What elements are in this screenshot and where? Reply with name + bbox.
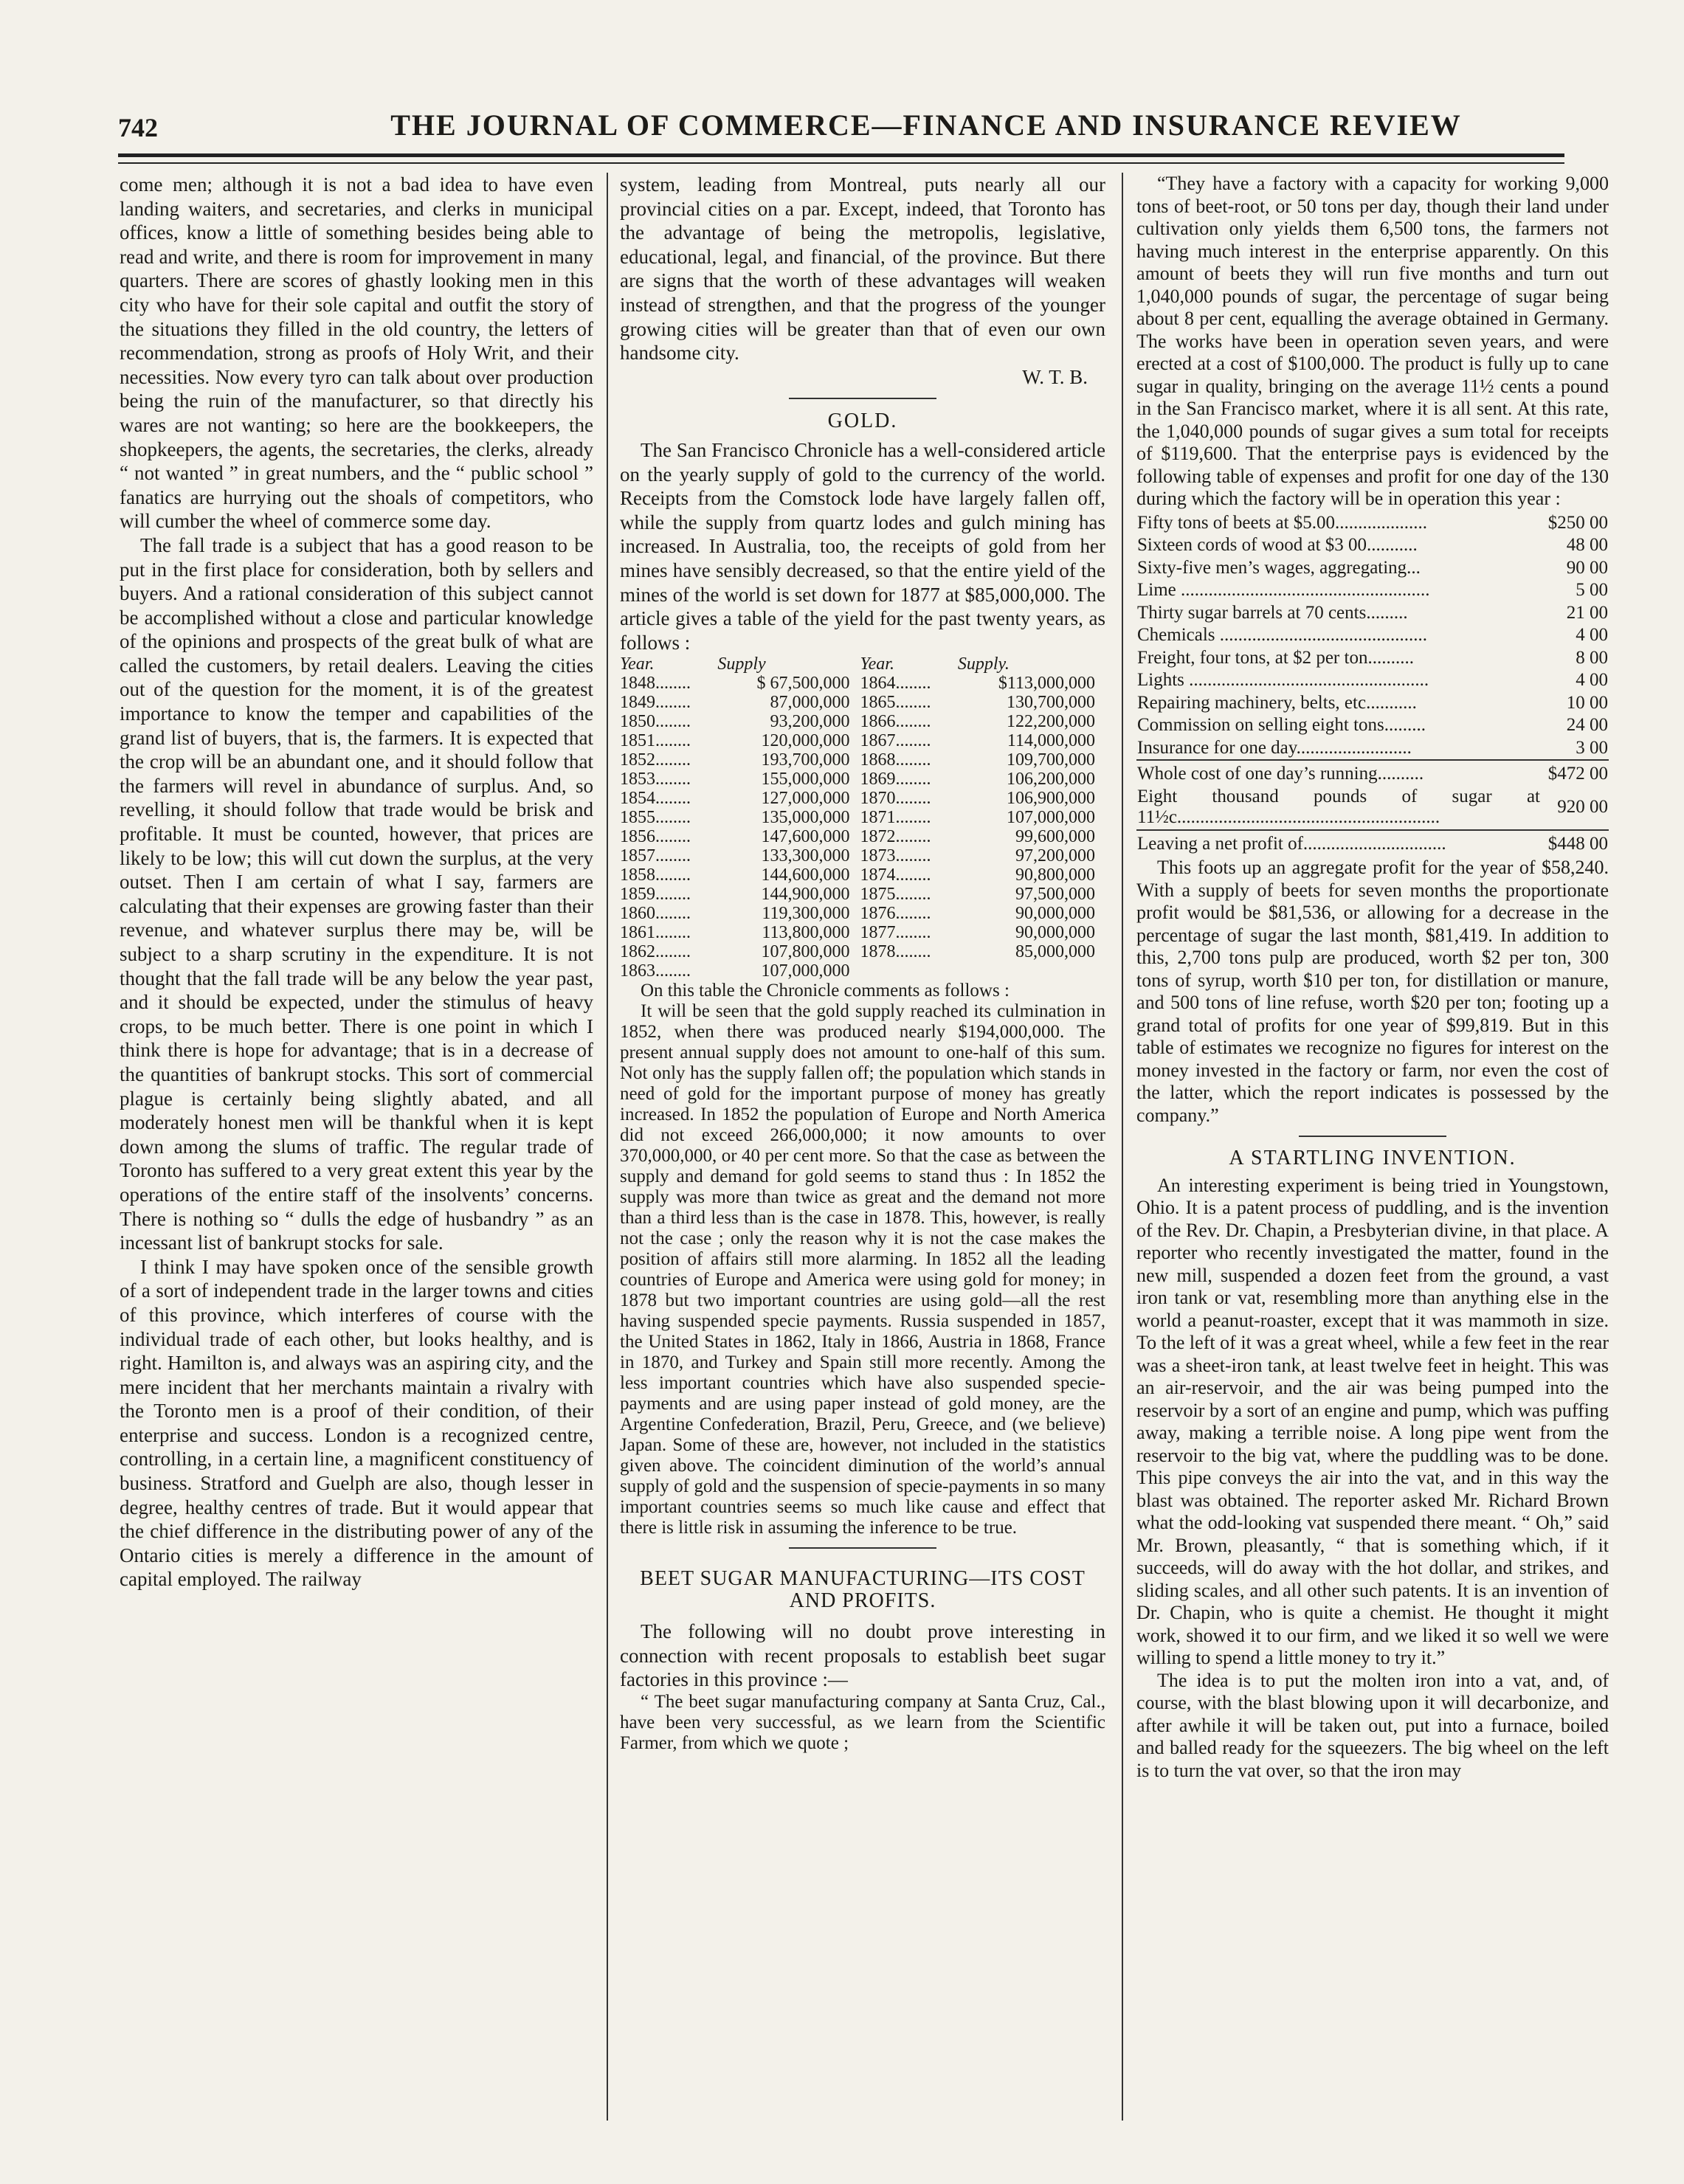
paragraph: come men; although it is not a bad idea to have even landing waiters, and secretaries, and clerks in municipal offices, know a little of something besides being able to read and write, and there is room for improvement in many quarters. There are scores of ghastly looking men in this city who have for their sole capital and outfit the story of the situations they filled in the old country, the letters of recommendation, strong as proofs of Holy Writ, and their necessities. Now every tyro can talk about over production being the ruin of the manufacturer, so that directly his wares are not wanting; so here are the bookkeepers, the shopkeepers, the agents, the secretaries, the clerks, already “ not wanted ” in great numbers, and the “ public school ” fanatics are hurrying out the shoals of competitors, who will cumber the wheel of commerce some day. bbox=[120, 173, 593, 533]
year-cell: 1871........ bbox=[860, 808, 931, 828]
paragraph: The following will no doubt prove interesting in connection with recent proposals to establish beet sugar factories in this province :— bbox=[620, 1620, 1105, 1691]
supply-cell: 106,900,000 bbox=[1007, 789, 1095, 809]
table-row bbox=[620, 923, 1105, 942]
table-header: Year. bbox=[860, 654, 894, 674]
cost-label: Chemicals ............................................. bbox=[1137, 625, 1428, 645]
supply-cell bbox=[958, 961, 1105, 981]
year-cell: 1850........ bbox=[620, 712, 691, 732]
paragraph: It will be seen that the gold supply reached its culmination in 1852, when there was produced nearly $194,000,000. The present annual supply does not amount to one-half of this sum. Not only has the supply fallen off; the population which stands in need of gold for the important purpose of money has greatly increased. In 1852 the population of Europe and North America did not exceed 266,000,000; it now amounts to over 370,000,000, or 40 per cent more. So that the case as between the supply and demand for gold seems to stand thus : In 1852 the supply was more than twice as great and the demand not more than a third less than is the case in 1878. This, however, is really not the case ; only the reason why it is not the case makes the position of affairs still more alarming. In 1852 all the leading countries of Europe and America were using gold for money; in 1878 but two important countries are using gold—all the rest having suspended specie payments. Russia suspended in 1857, the United States in 1862, Italy in 1866, Austria in 1868, France in 1870, and Turkey and Spain still more recently. Among the less important countries which have also suspended specie-payments and are using paper instead of gold money, are the Argentine Confederation, Brazil, Peru, Greece, and (we believe) Japan. Some of these are, however, not included in the statistics given above. The coincident diminution of the world’s annual supply of gold and the suspension of specie-payments in so many important countries seems so much like cause and effect that there is little risk in assuming the inference to be true. bbox=[620, 1001, 1105, 1538]
table-row bbox=[620, 808, 1105, 827]
cost-amount: 920 00 bbox=[1557, 796, 1608, 817]
supply-cell: 99,600,000 bbox=[1015, 827, 1095, 847]
paragraph: “ The beet sugar manufacturing company at Santa Cruz, Cal., have been very successful, as we learn from the Scientific Farmer, from which we quote ; bbox=[620, 1692, 1105, 1754]
column-2 bbox=[620, 173, 1105, 2121]
cost-label: Leaving a net profit of............................... bbox=[1136, 830, 1541, 856]
gold-heading: GOLD. bbox=[827, 410, 898, 433]
table-row bbox=[620, 712, 1105, 731]
table-row bbox=[620, 789, 1105, 808]
cost-label: Fifty tons of beets at $5.00.................... bbox=[1137, 512, 1428, 533]
year-cell: 1878........ bbox=[860, 942, 931, 962]
supply-cell: 85,000,000 bbox=[1015, 942, 1095, 962]
paragraph: The idea is to put the molten iron into a vat, and, of course, with the blast blowing upon it will decarbonize, and after awhile it will be taken out, put into a furnace, boiled and balled ready for the squeezers. The big wheel on the left is to turn the vat over, so that the iron may bbox=[1136, 1669, 1609, 1781]
table-row bbox=[1136, 557, 1609, 580]
header-rule-thin bbox=[118, 162, 1564, 164]
year-cell bbox=[860, 961, 957, 981]
cost-label: Lights .................................................... bbox=[1137, 670, 1429, 690]
year-cell: 1852........ bbox=[620, 750, 691, 770]
supply-cell: 93,200,000 bbox=[770, 712, 850, 732]
table-header: Supply. bbox=[957, 654, 1010, 674]
paragraph: The fall trade is a subject that has a good reason to be put in the first place for consideration, both by sellers and buyers. And a rational consideration of this subject cannot be accomplished without a close and particular knowledge of the opinions and prospects of the great bulk of what are called the customers, by retail dealers. Leaving the cities out of the question for the moment, it is of the greatest importance to know the temper and capabilities of the grand list of buyers, that is, the farmers. It is expected that the crop will be an abundant one, and it should follow that the farmers will revel in abundance of surplus. And, so revelling, it should follow that trade would be brisk and profitable. It must be counted, however, that prices are likely to be low; this will cut down the surplus, at the very outset. Then I am certain of what I say, farmers are calculating that their expenses are growing faster than their revenue, and whatever surplus there may be, will be subject to a sharp scrutiny in the expenditure. It is not thought that the fall trade will be any below the year past, and it should be expected, under the stimulus of heavy crops, to be much better. There is one point in which I think there is hope for advantage; that is in a decrease of the quantities of bankrupt stocks. This sort of commercial plague is certainly being slightly abated, and all moderately honest men will be thankful when it is kept down among the slums of traffic. The regular trade of Toronto has suffered to a very great extent this year by the operations of the entire staff of the insolvents’ concerns. There is nothing so “ dulls the edge of husbandry ” as an incessant list of bankrupt stocks for sale. bbox=[120, 533, 593, 1254]
cost-amount: 4 00 bbox=[1576, 625, 1608, 645]
supply-cell: 144,900,000 bbox=[761, 885, 850, 905]
table-row bbox=[620, 750, 1105, 770]
table-row bbox=[620, 731, 1105, 750]
supply-cell: 90,800,000 bbox=[1015, 865, 1095, 885]
table-row bbox=[1136, 714, 1609, 737]
year-cell: 1854........ bbox=[620, 789, 691, 809]
paragraph: The San Francisco Chronicle has a well-considered article on the yearly supply of gold to the currency of the world. Receipts from the Comstock lode have largely fallen off, while the supply from quartz lodes and gulch mining has increased. In Australia, too, the receipts of gold from her mines have sensibly decreased, so that the entire yield of the mines of the world is set down for 1877 at $85,000,000. The article gives a table of the yield for the past twenty years, as follows : bbox=[620, 438, 1105, 654]
supply-cell: 155,000,000 bbox=[761, 770, 850, 789]
year-cell: 1877........ bbox=[860, 923, 931, 943]
supply-cell: $113,000,000 bbox=[998, 674, 1095, 694]
supply-cell: 107,000,000 bbox=[1007, 808, 1095, 828]
cost-amount: 3 00 bbox=[1576, 737, 1608, 758]
cost-label: Repairing machinery, belts, etc........... bbox=[1137, 692, 1417, 713]
supply-cell: 114,000,000 bbox=[1007, 731, 1095, 751]
supply-cell: 119,300,000 bbox=[762, 904, 850, 924]
table-row bbox=[1136, 512, 1609, 535]
table-row bbox=[1136, 737, 1609, 761]
table-row bbox=[1136, 647, 1609, 670]
supply-cell: 97,500,000 bbox=[1015, 885, 1095, 905]
year-cell: 1851........ bbox=[620, 731, 691, 751]
cost-label: Thirty sugar barrels at 70 cents......... bbox=[1137, 602, 1408, 623]
year-cell: 1858........ bbox=[620, 865, 691, 885]
supply-cell: 90,000,000 bbox=[1015, 904, 1095, 924]
column-1 bbox=[120, 173, 593, 2121]
table-row bbox=[1136, 579, 1609, 602]
supply-cell: 130,700,000 bbox=[1007, 693, 1095, 713]
table-row bbox=[1136, 534, 1609, 557]
cost-label: Commission on selling eight tons......... bbox=[1137, 715, 1426, 735]
year-cell: 1861........ bbox=[620, 923, 691, 943]
cost-amount: $250 00 bbox=[1547, 512, 1608, 533]
cost-label: Eight thousand pounds of sugar at 11½c......................................................... bbox=[1137, 786, 1540, 827]
table-row bbox=[1136, 624, 1609, 647]
cost-amount: 24 00 bbox=[1566, 715, 1608, 735]
year-cell: 1876........ bbox=[860, 904, 931, 924]
cost-amount: $472 00 bbox=[1541, 760, 1609, 786]
table-header: Year. bbox=[620, 654, 655, 674]
table-row bbox=[620, 827, 1105, 846]
year-cell: 1873........ bbox=[860, 846, 931, 866]
cost-amount: 21 00 bbox=[1566, 602, 1608, 623]
table-row bbox=[620, 961, 1105, 981]
supply-cell: 113,800,000 bbox=[762, 923, 850, 943]
header-rule-thick bbox=[118, 153, 1564, 157]
supply-cell: 109,700,000 bbox=[1007, 750, 1095, 770]
gold-supply-table bbox=[620, 654, 1105, 981]
section-rule bbox=[1299, 1136, 1446, 1137]
table-row bbox=[620, 770, 1105, 789]
cost-label: Whole cost of one day’s running.......... bbox=[1136, 760, 1541, 786]
supply-cell: 135,000,000 bbox=[761, 808, 850, 828]
cost-amount: 8 00 bbox=[1576, 647, 1608, 668]
year-cell: 1874........ bbox=[860, 865, 931, 885]
supply-cell: 127,000,000 bbox=[761, 789, 850, 809]
cost-label: Lime ...................................................... bbox=[1137, 580, 1430, 600]
paragraph: This foots up an aggregate profit for the year of $58,240. With a supply of beets for seven months the proportionate profit would be $81,536, or allowing for a decrease in the percentage of sugar the last month, $81,419. In addition to this, 2,700 tons pulp are produced, worth $2 per ton, 300 tons of syrup, worth $10 per ton, for distillation or manure, and 500 tons of line refuse, worth $20 per ton; footing up a grand total of profits for one year of $99,819. But in this table of estimates we recognize no figures for interest on the money invested in the factory or farm, nor even the cost of the latter, which the report indicates is possessed by the company.” bbox=[1136, 857, 1609, 1126]
table-row bbox=[1136, 760, 1609, 786]
invention-heading: A STARTLING INVENTION. bbox=[1229, 1147, 1516, 1169]
year-cell: 1863........ bbox=[620, 961, 691, 981]
table-row bbox=[620, 904, 1105, 923]
table-row bbox=[1136, 692, 1609, 715]
supply-cell: 87,000,000 bbox=[770, 693, 850, 713]
cost-table bbox=[1136, 512, 1609, 856]
table-row bbox=[1136, 830, 1609, 856]
table-row bbox=[1136, 669, 1609, 692]
supply-cell: 122,200,000 bbox=[1007, 712, 1095, 732]
column-separator bbox=[607, 173, 608, 2121]
year-cell: 1849........ bbox=[620, 693, 691, 713]
year-cell: 1867........ bbox=[860, 731, 931, 751]
cost-amount: 5 00 bbox=[1576, 580, 1608, 600]
year-cell: 1855........ bbox=[620, 808, 691, 828]
paragraph: I think I may have spoken once of the sensible growth of a sort of independent trade in the larger towns and cities of this province, which interferes of course with the individual trade of each other, but looks healthy, and is right. Hamilton is, and always was an aspiring city, and the mere incident that her merchants maintain a rivalry with the Toronto men is a proof of their condition, of their enterprise and success. London is a recognized centre, controlling, in a certain line, a magnificent constituency of business. Stratford and Guelph are also, though lesser in degree, healthy centres of trade. But it would appear that the chief difference in the distributing power of any of the Ontario cities is merely a difference in the amount of capital employed. The railway bbox=[120, 1255, 593, 1591]
year-cell: 1859........ bbox=[620, 885, 691, 905]
page-number: 742 bbox=[118, 113, 158, 142]
year-cell: 1868........ bbox=[860, 750, 931, 770]
year-cell: 1875........ bbox=[860, 885, 931, 905]
table-row bbox=[620, 674, 1105, 693]
supply-cell: 107,000,000 bbox=[761, 961, 850, 981]
cost-label: Freight, four tons, at $2 per ton.......... bbox=[1137, 647, 1414, 668]
column-separator bbox=[1122, 173, 1123, 2121]
supply-cell: 193,700,000 bbox=[761, 750, 850, 770]
supply-cell: 120,000,000 bbox=[761, 731, 850, 751]
year-cell: 1862........ bbox=[620, 942, 691, 962]
signature: W. T. B. bbox=[1022, 365, 1088, 388]
year-cell: 1864........ bbox=[860, 674, 931, 694]
table-row bbox=[620, 865, 1105, 885]
section-rule bbox=[789, 398, 936, 399]
cost-amount: 10 00 bbox=[1566, 692, 1608, 713]
year-cell: 1869........ bbox=[860, 770, 931, 789]
supply-cell: 97,200,000 bbox=[1015, 846, 1095, 866]
table-header-row bbox=[620, 654, 1105, 674]
cost-amount: $448 00 bbox=[1541, 830, 1609, 856]
table-header: Supply bbox=[717, 654, 766, 674]
year-cell: 1853........ bbox=[620, 770, 691, 789]
section-rule bbox=[789, 1547, 936, 1549]
table-row bbox=[620, 693, 1105, 712]
supply-cell: 147,600,000 bbox=[761, 827, 850, 847]
supply-cell: $ 67,500,000 bbox=[756, 674, 850, 694]
paragraph: “They have a factory with a capacity for working 9,000 tons of beet-root, or 50 tons per day, though their land under cultivation only yields them 6,500 tons, the farmers not having much interest in the enterprise apparently. On this amount of beets they will run five months and turn out 1,040,000 pounds of sugar, the percentage of sugar being about 8 per cent, equalling the average obtained in Germany. The works have been in operation seven years, and were erected at a cost of $100,000. The product is fully up to cane sugar in quality, bringing on the average 11½ cents a pound in the San Francisco market, where it is all sent. At this rate, the 1,040,000 pounds of sugar gives a sum total for receipts of $119,600. That the enterprise pays is evidenced by the following table of expenses and profit for one day of the 130 during which the factory will be in operation this year : bbox=[1136, 173, 1609, 509]
paragraph: On this table the Chronicle comments as follows : bbox=[641, 981, 1010, 1001]
table-row bbox=[1136, 602, 1609, 625]
running-head: THE JOURNAL OF COMMERCE—FINANCE AND INSURANCE REVIEW bbox=[390, 108, 1462, 142]
cost-amount: 48 00 bbox=[1566, 535, 1608, 555]
cost-amount: 90 00 bbox=[1566, 557, 1608, 578]
year-cell: 1865........ bbox=[860, 693, 931, 713]
beet-sugar-heading: BEET SUGAR MANUFACTURING—ITS COST AND PROFITS. bbox=[640, 1567, 1086, 1613]
year-cell: 1857........ bbox=[620, 846, 691, 866]
supply-cell: 144,600,000 bbox=[761, 865, 850, 885]
table-row bbox=[620, 885, 1105, 904]
table-row bbox=[620, 942, 1105, 961]
cost-label: Insurance for one day......................... bbox=[1137, 737, 1412, 758]
supply-cell: 106,200,000 bbox=[1007, 770, 1095, 789]
column-3 bbox=[1136, 173, 1609, 2121]
year-cell: 1872........ bbox=[860, 827, 931, 847]
paragraph: system, leading from Montreal, puts nearly all our provincial cities on a par. Except, indeed, that Toronto has the advantage of being the metropolis, legislative, educational, legal, and financial, of the province. But there are signs that the worth of these advantages will weaken instead of strengthen, and that the progress of the younger growing cities will be greater than that of even our own handsome city. bbox=[620, 173, 1105, 364]
year-cell: 1866........ bbox=[860, 712, 931, 732]
table-row bbox=[620, 846, 1105, 865]
cost-amount: 4 00 bbox=[1576, 670, 1608, 690]
cost-label: Sixty-five men’s wages, aggregating... bbox=[1137, 557, 1421, 578]
table-row bbox=[1136, 786, 1609, 830]
supply-cell: 107,800,000 bbox=[761, 942, 850, 962]
supply-cell: 133,300,000 bbox=[761, 846, 850, 866]
year-cell: 1856........ bbox=[620, 827, 691, 847]
paragraph: An interesting experiment is being tried in Youngstown, Ohio. It is a patent process of puddling, and is the invention of the Rev. Dr. Chapin, a Presbyterian divine, in that place. A reporter who recently investigated the matter, found in the new mill, suspended a dozen feet from the ground, a vast iron tank or vat, resembling more than anything else in the world a peanut-roaster, except that it was mammoth in size. To the left of it was a great wheel, while a few feet in the rear was a sheet-iron tank, at least twelve feet in height. This was an air-reservoir, and the air was being pumped into the reservoir by a sort of an engine and pump, which was puffing away, making a terrible noise. A long pipe went from the reservoir to the big vat, where the puddling was to be done. This pipe conveys the air into the vat, and in this way the blast was obtained. The reporter asked Mr. Richard Brown what the odd-looking vat suspended there meant. “ Oh,” said Mr. Brown, pleasantly, “ that is something which, if it succeeds, will do away with the hot dollar, and strikes, and sliding scales, and all other such patents. It is an invention of Dr. Chapin, who is quite a chemist. He thought it might work, showed it to our firm, and we liked it so well we were willing to spend a little money to try it.” bbox=[1136, 1174, 1609, 1668]
year-cell: 1848........ bbox=[620, 674, 691, 694]
year-cell: 1870........ bbox=[860, 789, 931, 809]
cost-label: Sixteen cords of wood at $3 00........... bbox=[1137, 535, 1418, 555]
year-cell: 1860........ bbox=[620, 904, 691, 924]
supply-cell: 90,000,000 bbox=[1015, 923, 1095, 943]
